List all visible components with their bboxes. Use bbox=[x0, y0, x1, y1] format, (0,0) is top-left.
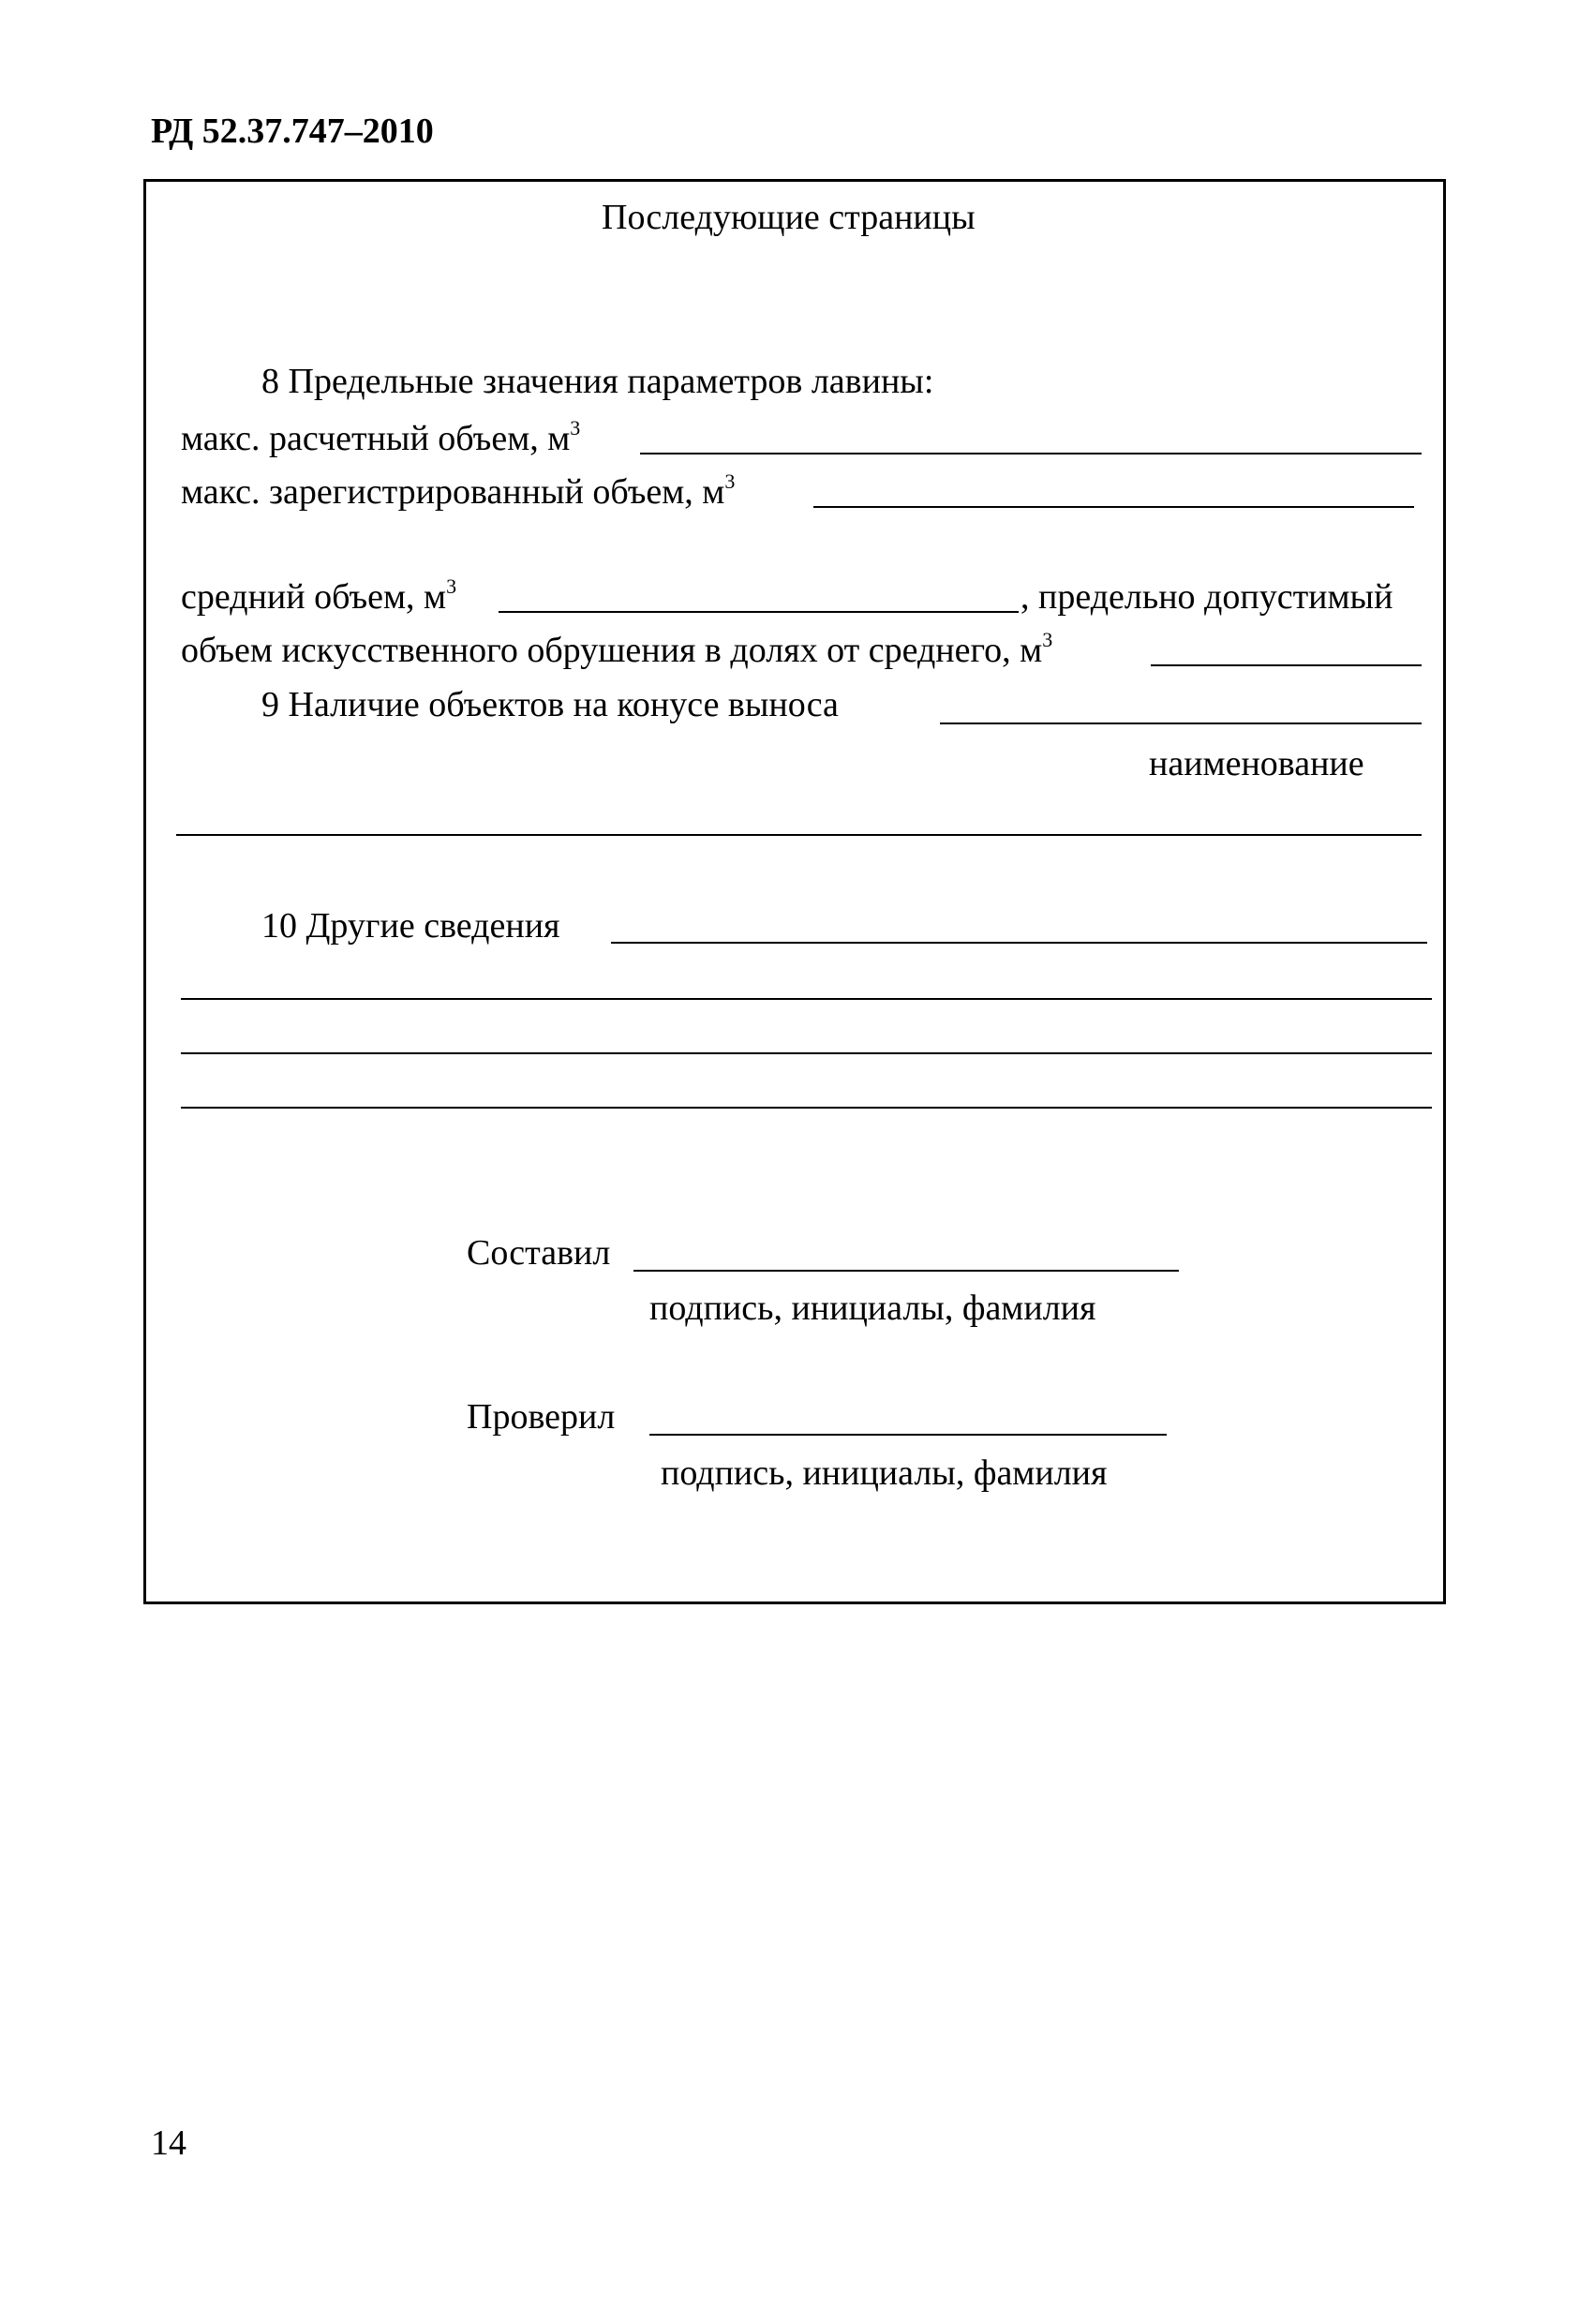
checked-signature-field[interactable] bbox=[649, 1434, 1167, 1436]
other-info-line-4[interactable] bbox=[181, 1107, 1432, 1109]
artificial-volume-field[interactable] bbox=[1151, 664, 1422, 666]
max-reg-volume-label: макс. зарегистрированный объем, $м^3$ bbox=[181, 469, 736, 512]
mean-volume-label: средний объем, $м^3$ bbox=[181, 574, 457, 617]
item-10-heading: 10 Другие сведения bbox=[261, 906, 560, 946]
objects-field-continued[interactable] bbox=[176, 834, 1422, 836]
other-info-line-3[interactable] bbox=[181, 1052, 1432, 1054]
objects-caption: наименование bbox=[1149, 744, 1364, 783]
unit-exponent: 3 bbox=[1042, 628, 1053, 652]
other-info-field[interactable] bbox=[611, 942, 1427, 944]
checked-label: Проверил bbox=[467, 1397, 616, 1437]
form-title: Последующие страницы bbox=[602, 198, 976, 237]
page-number: 14 bbox=[151, 2123, 186, 2163]
compiled-label: Составил bbox=[467, 1233, 611, 1273]
unit-exponent: 3 bbox=[724, 469, 736, 494]
document-code: РД 52.37.747–2010 bbox=[151, 112, 434, 151]
checked-caption: подпись, инициалы, фамилия bbox=[661, 1453, 1108, 1493]
item-8-heading: 8 Предельные значения параметров лавины: bbox=[261, 362, 934, 401]
other-info-line-2[interactable] bbox=[181, 998, 1432, 1000]
mean-volume-field[interactable] bbox=[499, 611, 1019, 613]
unit-exponent: 3 bbox=[570, 416, 581, 440]
unit-exponent: 3 bbox=[446, 574, 457, 599]
max-calc-volume-label: макс. расчетный объем, $м^3$ bbox=[181, 416, 581, 458]
compiled-caption: подпись, инициалы, фамилия bbox=[649, 1289, 1096, 1328]
limit-volume-label: , предельно допустимый bbox=[1020, 577, 1393, 617]
artificial-volume-label: объем искусственного обрушения в долях от среднего, $м^3$ bbox=[181, 628, 1053, 670]
objects-field[interactable] bbox=[940, 723, 1422, 724]
compiled-signature-field[interactable] bbox=[633, 1270, 1179, 1272]
max-reg-volume-field[interactable] bbox=[813, 506, 1414, 508]
item-9-heading: 9 Наличие объектов на конусе выноса bbox=[261, 685, 839, 724]
max-calc-volume-field[interactable] bbox=[640, 453, 1422, 454]
